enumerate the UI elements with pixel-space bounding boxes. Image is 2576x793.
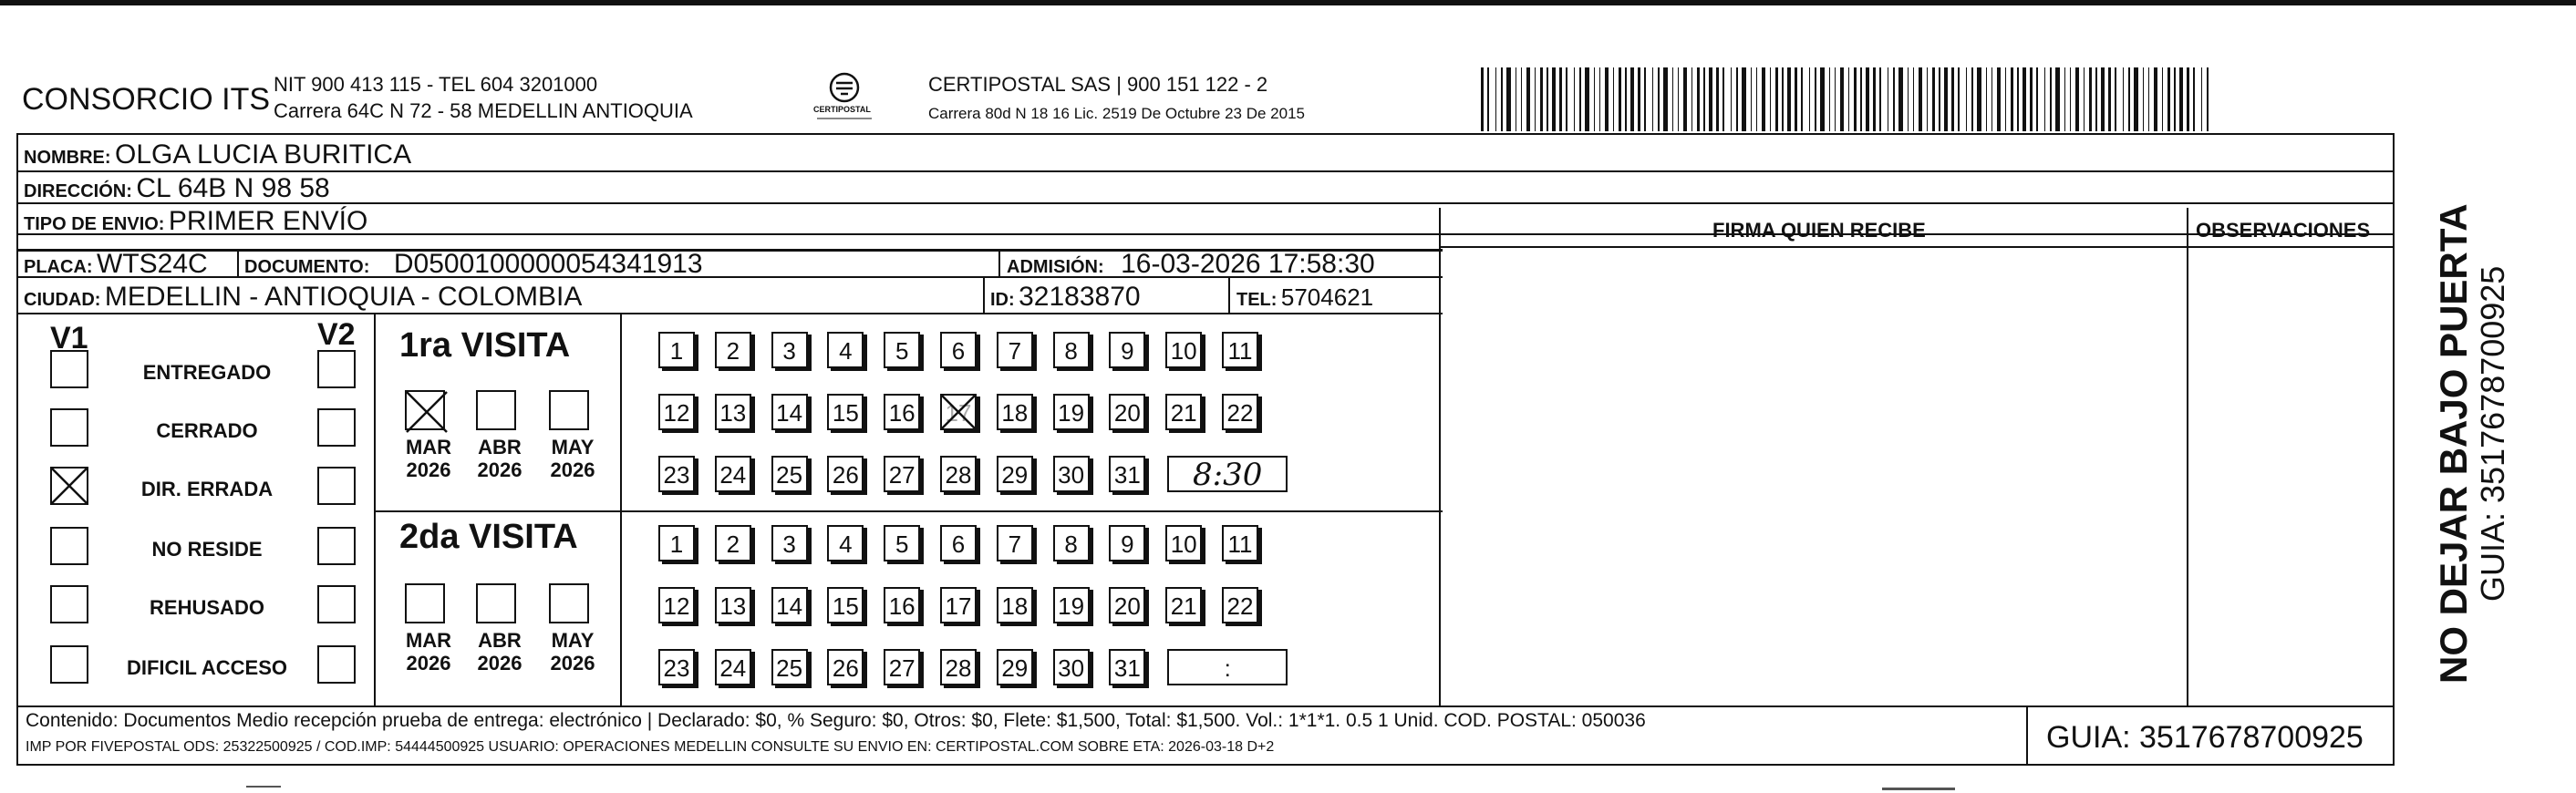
barcode-bar <box>1958 67 1960 131</box>
v2-checkbox-3[interactable] <box>317 467 356 505</box>
id-value: 32183870 <box>1019 282 1141 312</box>
barcode-bar <box>1625 67 1627 131</box>
status-label: CERRADO <box>156 419 258 442</box>
barcode-bar <box>1723 67 1724 131</box>
barcode-bar <box>2179 67 2183 131</box>
id-field: ID: 32183870 <box>990 282 1141 312</box>
first-visit-day-box[interactable]: 16 <box>884 394 920 430</box>
first-visit-day-box[interactable]: 1 <box>658 332 695 368</box>
barcode-bar <box>1908 67 1909 131</box>
top-scan-border <box>0 0 2576 5</box>
barcode-bar <box>1927 67 1928 131</box>
barcode-bar <box>2095 67 2097 131</box>
barcode-bar <box>1913 67 1914 131</box>
placa-field: PLACA: WTS24C <box>24 249 208 279</box>
direccion-field: DIRECCIÓN: CL 64B N 98 58 <box>24 173 330 203</box>
barcode-bar <box>2050 67 2052 131</box>
footer-guia: GUIA: 3517678700925 <box>2046 720 2364 755</box>
barcode-bar <box>1619 67 1621 131</box>
barcode-bar <box>1552 67 1556 131</box>
barcode-bar <box>1919 67 1922 131</box>
documento-value: D0500100000054341913 <box>393 249 703 279</box>
barcode-bar <box>1835 67 1836 131</box>
first-visit-day-box[interactable]: 8 <box>1053 332 1090 368</box>
month-label: ABR 2026 <box>477 436 522 482</box>
v2-header: V2 <box>317 317 356 352</box>
barcode-bar <box>1683 67 1687 131</box>
first-visit-day-box[interactable]: 3 <box>771 332 808 368</box>
barcode-bar <box>1481 67 1484 131</box>
admision-value: 16-03-2026 17:58:30 <box>1121 249 1375 279</box>
barcode-bar <box>1944 67 1948 131</box>
barcode-bar <box>1501 67 1503 131</box>
second-visit-day-box[interactable]: 2 <box>715 525 751 561</box>
placa-value: WTS24C <box>97 249 208 279</box>
second-visit-day-box[interactable]: 19 <box>1053 587 1090 623</box>
barcode-bar <box>1644 67 1646 131</box>
barcode-bar <box>2148 67 2149 131</box>
barcode-bar <box>1762 67 1765 131</box>
admision-field: ADMISIÓN: 16-03-2026 17:58:30 <box>1007 249 1375 279</box>
second-visit-day-box[interactable]: 7 <box>997 525 1033 561</box>
barcode-bar <box>2011 67 2013 131</box>
first-visit-day-box[interactable]: 18 <box>997 394 1033 430</box>
second-visit-day-box[interactable]: 12 <box>658 587 695 623</box>
v1-header: V1 <box>50 321 88 355</box>
first-visit-day-box[interactable]: 9 <box>1109 332 1145 368</box>
first-visit-day-box[interactable]: 19 <box>1053 394 1090 430</box>
second-visit-day-box[interactable]: 20 <box>1109 587 1145 623</box>
barcode-bar <box>1809 67 1810 131</box>
v2-checkbox-2[interactable] <box>317 408 356 447</box>
second-visit-day-box[interactable]: 21 <box>1165 587 1202 623</box>
barcode-bar <box>1540 67 1543 131</box>
barcode-bar <box>1997 67 2001 131</box>
month-label: MAR 2026 <box>405 629 452 675</box>
v1-checkbox-6[interactable] <box>50 645 88 684</box>
barcode-bar <box>1605 67 1609 131</box>
second-visit-day-box[interactable]: 25 <box>771 649 808 685</box>
status-label: DIR. ERRADA <box>140 478 274 500</box>
barcode-bar <box>1630 67 1634 131</box>
barcode-bar <box>1663 67 1668 131</box>
second-visit-day-box[interactable]: 29 <box>997 649 1033 685</box>
barcode-bar <box>2084 67 2085 131</box>
tipo-envio-field: TIPO DE ENVIO: PRIMER ENVÍO <box>24 206 368 236</box>
barcode-bar <box>1820 67 1825 131</box>
v1-checkbox-4[interactable] <box>50 527 88 565</box>
barcode-bar <box>1854 67 1857 131</box>
company-nit: NIT 900 413 115 - TEL 604 3201000 <box>274 73 598 96</box>
barcode-bar <box>2055 67 2060 131</box>
barcode-bar <box>1879 67 1881 131</box>
barcode-bar <box>2162 67 2163 131</box>
barcode-bar <box>1966 67 1967 131</box>
barcode-bar <box>1716 67 1719 131</box>
barcode-bar <box>1840 67 1844 131</box>
second-visit-day-box[interactable]: 17 <box>940 587 977 623</box>
carrier-name: CERTIPOSTAL SAS | 900 151 122 - 2 <box>928 73 1268 96</box>
nombre-value: OLGA LUCIA BURITICA <box>115 139 412 170</box>
side-guia: GUIA: 3517678700925 <box>2474 265 2511 602</box>
first-visit-month-checkbox[interactable] <box>549 390 589 430</box>
barcode-bar <box>1566 67 1567 131</box>
second-visit-month-checkbox[interactable] <box>549 583 589 623</box>
second-visit-day-box[interactable]: 23 <box>658 649 695 685</box>
barcode-bar <box>1594 67 1595 131</box>
x-mark-icon <box>405 390 449 434</box>
barcode-bar <box>1736 67 1738 131</box>
x-mark-icon <box>940 394 977 430</box>
ciudad-value: MEDELLIN - ANTIOQUIA - COLOMBIA <box>104 282 583 312</box>
barcode-bar <box>2108 67 2111 131</box>
logo-text: CERTIPOSTAL <box>813 105 871 114</box>
barcode-bar <box>1787 67 1791 131</box>
second-visit-day-box[interactable]: 11 <box>1222 525 1258 561</box>
tipo-envio-value: PRIMER ENVÍO <box>168 206 368 236</box>
barcode-bar <box>1951 67 1954 131</box>
barcode-bar <box>1770 67 1771 131</box>
tel-field: TEL: 5704621 <box>1236 283 1374 311</box>
first-visit-day-box[interactable]: 5 <box>884 332 920 368</box>
second-visit-day-box[interactable]: 27 <box>884 649 920 685</box>
company-address: Carrera 64C N 72 - 58 MEDELLIN ANTIOQUIA <box>274 99 693 122</box>
first-visit-day-box[interactable]: 4 <box>827 332 864 368</box>
barcode-bar <box>2128 67 2130 131</box>
barcode-bar <box>1585 67 1589 131</box>
first-visit-day-box[interactable]: 15 <box>827 394 864 430</box>
barcode-bar <box>1703 67 1705 131</box>
barcode-bar <box>1731 67 1732 131</box>
month-label: MAY 2026 <box>550 436 595 482</box>
second-visit-day-box[interactable]: 14 <box>771 587 808 623</box>
second-visit-day-box[interactable]: 4 <box>827 525 864 561</box>
barcode-bar <box>2187 67 2189 131</box>
first-visit-day-box[interactable]: 10 <box>1165 332 1202 368</box>
second-visit-day-box[interactable]: 16 <box>884 587 920 623</box>
certipostal-logo <box>808 71 881 126</box>
barcode-bar <box>2167 67 2170 131</box>
first-visit-title: 1ra VISITA <box>399 326 571 365</box>
v2-checkbox-1[interactable] <box>317 350 356 388</box>
second-visit-day-box[interactable]: 31 <box>1109 649 1145 685</box>
second-visit-day-box[interactable]: 9 <box>1109 525 1145 561</box>
scan-mark <box>246 786 281 788</box>
barcode-bar <box>1893 67 1895 131</box>
barcode-bar <box>2193 67 2195 131</box>
barcode <box>1481 67 2216 131</box>
first-visit-day-box[interactable]: 22 <box>1222 394 1258 430</box>
barcode-bar <box>2207 67 2209 131</box>
barcode-bar <box>1860 67 1862 131</box>
barcode-bar <box>1535 67 1536 131</box>
barcode-bar <box>2123 67 2124 131</box>
carrier-address: Carrera 80d N 18 16 Lic. 2519 De Octubre 23 De 2015 <box>928 105 1305 122</box>
first-visit-day-box[interactable]: 14 <box>771 394 808 430</box>
barcode-bar <box>1599 67 1600 131</box>
barcode-bar <box>2036 67 2038 131</box>
first-visit-day-box[interactable]: 25 <box>771 456 808 492</box>
second-visit-day-box[interactable]: 15 <box>827 587 864 623</box>
barcode-bar <box>2017 67 2019 131</box>
barcode-bar <box>1873 67 1876 131</box>
barcode-bar <box>1506 67 1511 131</box>
side-warning: NO DEJAR BAJO PUERTA <box>2432 203 2475 684</box>
barcode-bar <box>1691 67 1692 131</box>
barcode-bar <box>2089 67 2092 131</box>
barcode-bar <box>1613 67 1614 131</box>
first-visit-month-checkbox[interactable] <box>405 390 445 430</box>
month-label: MAR 2026 <box>405 436 452 482</box>
v2-checkbox-5[interactable] <box>317 585 356 623</box>
first-visit-day-box[interactable]: 27 <box>884 456 920 492</box>
barcode-bar <box>2201 67 2202 131</box>
barcode-bar <box>1559 67 1562 131</box>
barcode-bar <box>1977 67 1981 131</box>
barcode-bar <box>2070 67 2071 131</box>
barcode-bar <box>2115 67 2116 131</box>
barcode-bar <box>1795 67 1797 131</box>
barcode-bar <box>1751 67 1752 131</box>
first-visit-day-box[interactable]: 7 <box>997 332 1033 368</box>
second-visit-day-box[interactable]: 28 <box>940 649 977 685</box>
barcode-bar <box>1815 67 1816 131</box>
barcode-bar <box>2075 67 2079 131</box>
contenido-text: Contenido: Documentos Medio recepción prueba de entrega: electrónico | Declarado: $0, % Seguro: $0, Otros: $0, Flete: $1,500, Total: $1,500. Vol.: 1*1*1. 0.5 1 Unid. COD. POSTAL: 050036 <box>26 710 1646 731</box>
barcode-bar <box>1697 67 1700 131</box>
scan-mark <box>1882 788 1955 790</box>
barcode-bar <box>1547 67 1548 131</box>
v2-checkbox-6[interactable] <box>317 645 356 684</box>
barcode-bar <box>1495 67 1496 131</box>
barcode-bar <box>2023 67 2026 131</box>
v1-checkbox-5[interactable] <box>50 585 88 623</box>
barcode-bar <box>2154 67 2157 131</box>
second-visit-day-box[interactable]: 8 <box>1053 525 1090 561</box>
barcode-bar <box>1756 67 1757 131</box>
direccion-value: CL 64B N 98 58 <box>136 173 330 203</box>
ciudad-field: CIUDAD: MEDELLIN - ANTIOQUIA - COLOMBIA <box>24 282 583 312</box>
barcode-bar <box>2005 67 2006 131</box>
first-visit-day-box[interactable]: 30 <box>1053 456 1090 492</box>
first-visit-day-box[interactable]: 23 <box>658 456 695 492</box>
barcode-bar <box>1638 67 1640 131</box>
second-visit-month-checkbox[interactable] <box>476 583 516 623</box>
tel-value: 5704621 <box>1280 283 1374 311</box>
second-visit-day-box[interactable]: 18 <box>997 587 1033 623</box>
first-visit-day-box[interactable]: 28 <box>940 456 977 492</box>
first-visit-day-box[interactable]: 24 <box>715 456 751 492</box>
status-label: ENTREGADO <box>142 361 272 384</box>
month-label: ABR 2026 <box>477 629 522 675</box>
barcode-bar <box>1986 67 1987 131</box>
x-mark-icon <box>50 467 88 505</box>
v1-checkbox-2[interactable] <box>50 408 88 447</box>
imp-text: IMP POR FIVEPOSTAL ODS: 25322500925 / COD.IMP: 54444500925 USUARIO: OPERACIONES MEDELLIN CONSULTE SU ENVIO EN: CERTIPOSTAL.COM SOBRE ETA: 2026-03-18 D+2 <box>26 739 1275 755</box>
barcode-bar <box>1775 67 1778 131</box>
first-visit-time-box[interactable]: 8:30 <box>1167 456 1288 492</box>
second-visit-day-box[interactable]: 24 <box>715 649 751 685</box>
barcode-bar <box>1991 67 1992 131</box>
barcode-bar <box>2030 67 2033 131</box>
first-visit-day-box[interactable]: 13 <box>715 394 751 430</box>
v2-checkbox-4[interactable] <box>317 527 356 565</box>
barcode-bar <box>1678 67 1679 131</box>
barcode-bar <box>1866 67 1869 131</box>
barcode-bar <box>1652 67 1653 131</box>
barcode-bar <box>1526 67 1530 131</box>
first-visit-day-box[interactable]: 20 <box>1109 394 1145 430</box>
firma-header: FIRMA QUIEN RECIBE <box>1712 219 1926 242</box>
barcode-bar <box>1574 67 1575 131</box>
barcode-bar <box>1521 67 1522 131</box>
nombre-field: NOMBRE: OLGA LUCIA BURITICA <box>24 139 412 170</box>
first-visit-day-box[interactable]: 17 <box>940 394 977 430</box>
barcode-bar <box>1939 67 1940 131</box>
month-label: MAY 2026 <box>550 629 595 675</box>
status-label: REHUSADO <box>150 596 264 619</box>
second-visit-day-box[interactable]: 22 <box>1222 587 1258 623</box>
barcode-bar <box>1801 67 1803 131</box>
second-visit-month-checkbox[interactable] <box>405 583 445 623</box>
first-visit-day-box[interactable]: 31 <box>1109 456 1145 492</box>
second-visit-day-box[interactable]: 10 <box>1165 525 1202 561</box>
first-visit-day-box[interactable]: 2 <box>715 332 751 368</box>
documento-field: DOCUMENTO: D0500100000054341913 <box>244 249 703 279</box>
barcode-bar <box>1848 67 1849 131</box>
v1-checkbox-3[interactable] <box>50 467 88 505</box>
barcode-bar <box>1658 67 1660 131</box>
barcode-bar <box>2101 67 2105 131</box>
v1-checkbox-1[interactable] <box>50 350 88 388</box>
second-visit-day-box[interactable]: 6 <box>940 525 977 561</box>
barcode-bar <box>1742 67 1746 131</box>
observaciones-header: OBSERVACIONES <box>2196 219 2371 242</box>
company-name: CONSORCIO ITS <box>22 82 271 117</box>
barcode-bar <box>1971 67 1973 131</box>
second-visit-title: 2da VISITA <box>399 518 578 556</box>
second-visit-day-box[interactable]: 3 <box>771 525 808 561</box>
barcode-bar <box>2143 67 2144 131</box>
barcode-bar <box>1829 67 1830 131</box>
second-visit-day-box[interactable]: 5 <box>884 525 920 561</box>
barcode-bar <box>2044 67 2045 131</box>
barcode-bar <box>1932 67 1935 131</box>
barcode-bar <box>1487 67 1489 131</box>
barcode-bar <box>2134 67 2138 131</box>
barcode-bar <box>1898 67 1903 131</box>
first-visit-day-box[interactable]: 26 <box>827 456 864 492</box>
first-visit-day-box[interactable]: 12 <box>658 394 695 430</box>
first-visit-day-box[interactable]: 29 <box>997 456 1033 492</box>
barcode-bar <box>1672 67 1673 131</box>
barcode-bar <box>1709 67 1712 131</box>
second-visit-day-box[interactable]: 1 <box>658 525 695 561</box>
barcode-bar <box>2174 67 2176 131</box>
first-visit-day-box[interactable]: 11 <box>1222 332 1258 368</box>
first-visit-day-box[interactable]: 6 <box>940 332 977 368</box>
barcode-bar <box>2064 67 2065 131</box>
second-visit-day-box[interactable]: 30 <box>1053 649 1090 685</box>
second-visit-day-box[interactable]: 26 <box>827 649 864 685</box>
barcode-bar <box>1782 67 1784 131</box>
first-visit-month-checkbox[interactable] <box>476 390 516 430</box>
second-visit-day-box[interactable]: 13 <box>715 587 751 623</box>
first-visit-day-box[interactable]: 21 <box>1165 394 1202 430</box>
status-label: DIFICIL ACCESO <box>126 656 287 679</box>
barcode-bar <box>1579 67 1581 131</box>
status-label: NO RESIDE <box>151 538 263 561</box>
second-visit-time-box[interactable]: : <box>1167 649 1288 685</box>
